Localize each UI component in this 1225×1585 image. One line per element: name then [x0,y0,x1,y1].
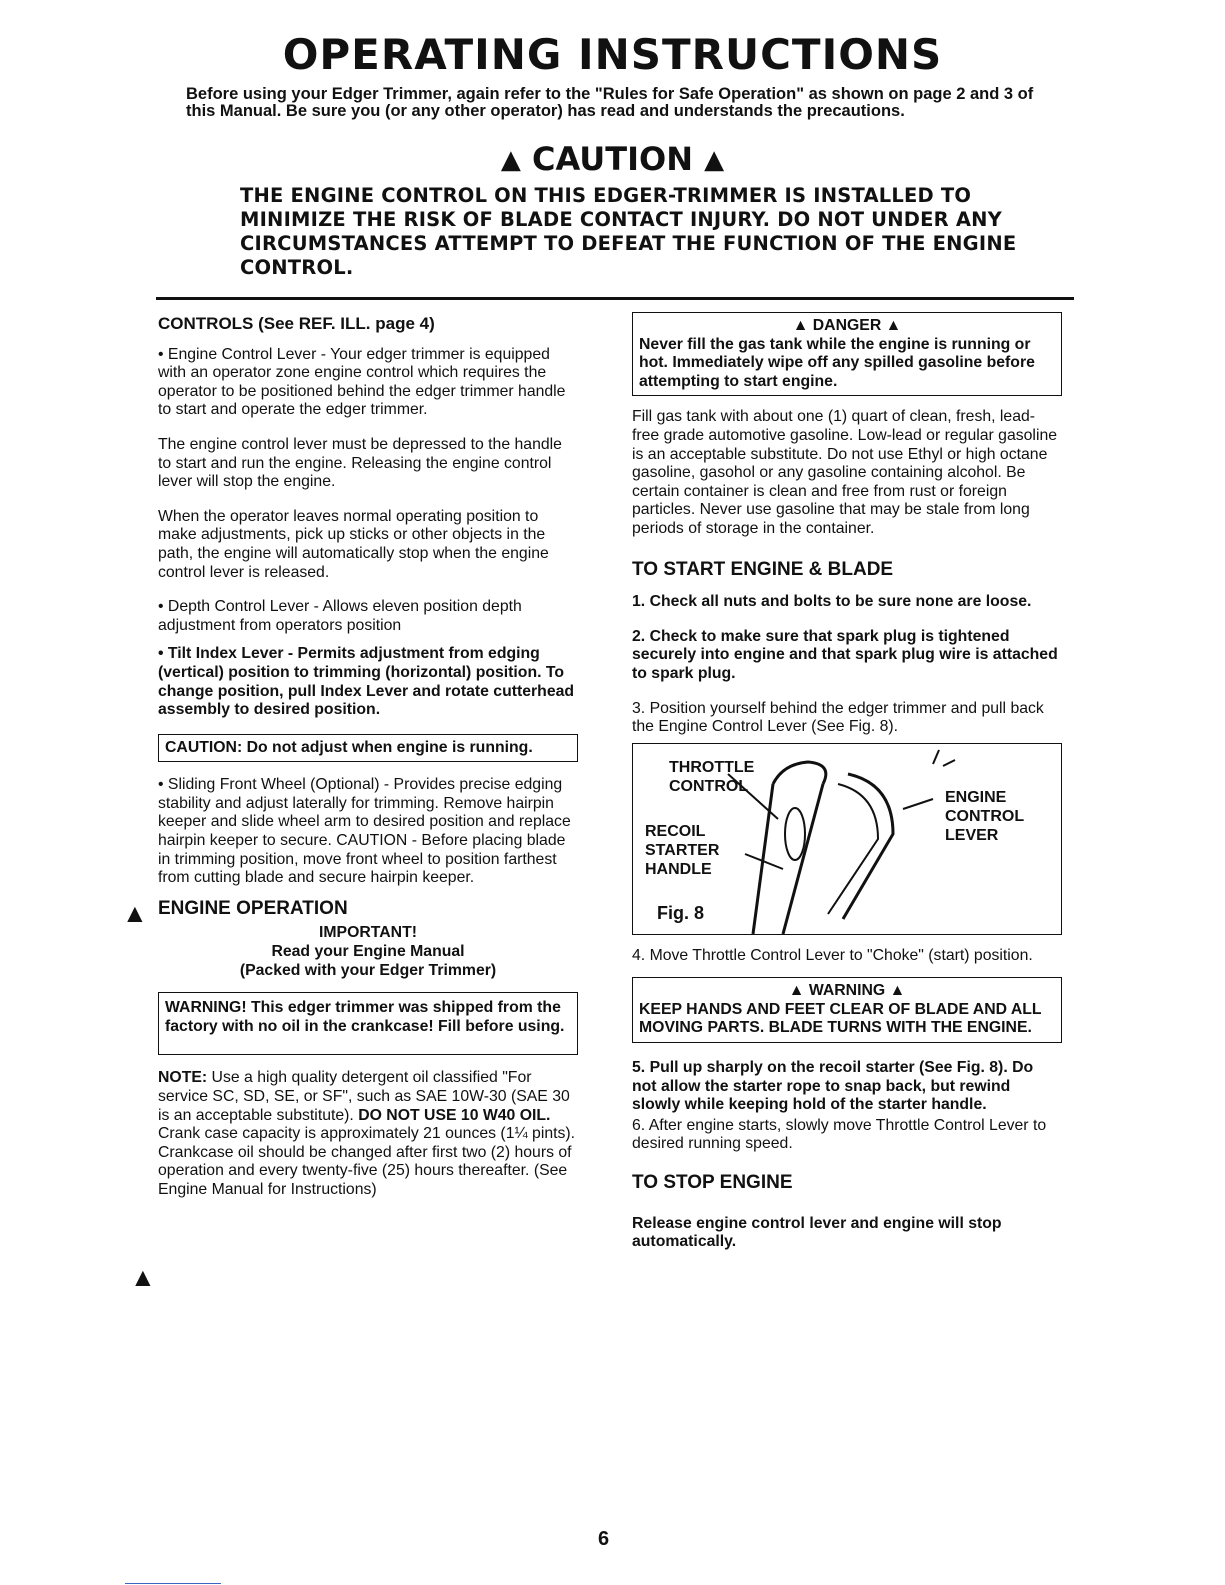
engine-control-depress-paragraph: The engine control lever must be depressed to the handle to start and run the engine. Releasing the engine control lever will stop the engine. [158,435,562,491]
step-2: 2. Check to make sure that spark plug is tightened securely into engine and that spark plug wire is attached to spark plug. [632,627,1058,682]
note-text-2: Crank case capacity is approximately 21 ounces (1¼ pints). Crankcase oil should be changed after first two (2) hours of operation and every twenty-five (25) hours thereafter. (See Engine Manual for Instructions) [158,1125,576,1198]
right-column [632,312,1062,1268]
step-3: 3. Position yourself behind the edger trimmer and pull back the Engine Control Lever (See Fig. 8). [632,699,1044,736]
engine-control-lever-paragraph: • Engine Control Lever - Your edger trimmer is equipped with an operator zone engine control which requires the operator to be positioned behind the edger trimmer handle to start and operate the edger trimmer. [158,345,566,419]
intro-paragraph: Before using your Edger Trimmer, again refer to the "Rules for Safe Operation" as shown on page 2 and 3 of this Manual. Be sure you (or any other operator) has read and understands the precautions. [186,85,1034,120]
step-1: 1. Check all nuts and bolts to be sure none are loose. [632,593,1032,611]
warning-heading-text: WARNING [808,982,886,1000]
read-manual-label: Read your Engine Manual [271,943,465,961]
note-paragraph [158,1069,578,1199]
warning-triangle-icon: ▲ [792,317,809,334]
warning-triangle-icon: ▲ [788,982,805,1000]
note-text: Use a high quality detergent oil classified "For service SC, SD, SE, or SF", such as SAE 10W-30 (SAE 30 is an acceptable substitute). [158,1069,570,1124]
danger-heading [639,317,1055,336]
danger-text: Never fill the gas tank while the engine is running or hot. Immediately wipe off any spilled gasoline before attempting to start engine. [639,335,1035,390]
warning-heading [639,982,1055,1001]
warning-triangle-icon: ▲ [889,982,906,1000]
start-engine-heading: TO START ENGINE & BLADE [632,558,894,580]
figure-8 [632,743,1062,935]
depth-control-paragraph: • Depth Control Lever - Allows eleven position depth adjustment from operators position [158,598,522,634]
caution-heading [0,140,1225,178]
packed-label: (Packed with your Edger Trimmer) [239,961,497,979]
page-edge-line [125,1583,221,1584]
page-number: 6 [598,1528,610,1550]
warning-box-2 [632,977,1062,1043]
warning-triangle-icon: ▲ [704,145,725,175]
stop-engine-text: Release engine control lever and engine will stop automatically. [632,1214,1002,1251]
caution-box: CAUTION: Do not adjust when engine is running. [158,734,578,763]
throttle-control-label: THROTTLE CONTROL [669,758,755,795]
caution-heading-text: CAUTION [532,140,693,178]
fuel-paragraph: Fill gas tank with about one (1) quart of clean, fresh, lead-free grade automotive gasoline. Low-lead or regular gasoline is an acceptable substitute. Do not use Ethyl or high octane gasoline, gasohol or any gasoline containing alcohol. Be certain container is clean and free from rust or foreign particles. Never use gasoline that may be stale from long periods of storage in the container. [632,408,1058,537]
warning-box: WARNING! This edger trimmer was shipped from the factory with no oil in the crankcase! Fill before using. [158,992,578,1055]
step-6: 6. After engine starts, slowly move Throttle Control Lever to desired running speed. [632,1116,1047,1153]
recoil-starter-label: RECOIL STARTER HANDLE [645,822,720,878]
engine-operation-heading: ENGINE OPERATION [158,897,348,919]
danger-box [632,312,1062,396]
warning-triangle-icon: ▲ [122,898,148,928]
controls-heading: CONTROLS (See REF. ILL. page 4) [158,314,435,333]
engine-control-lever-label: ENGINE CONTROL LEVER [945,788,1024,844]
step-5: 5. Pull up sharply on the recoil starter (See Fig. 8). Do not allow the starter rope to snap back, but rewind slowly while keeping hold of the starter handle. [632,1059,1034,1114]
operator-leaves-paragraph: When the operator leaves normal operating position to make adjustments, pick up sticks or other objects in the path, the engine will automatically stop when the engine control lever is released. [158,507,549,581]
figure-caption: Fig. 8 [657,902,705,923]
note-label: NOTE: [158,1069,208,1087]
sliding-wheel-paragraph: • Sliding Front Wheel (Optional) - Provides precise edging stability and adjust laterally for trimming. Remove hairpin keeper and slide wheel arm to desired position and replace hairpin keeper to secure. CAUTION - Before placing blade in trimming position, move front wheel to position farthest from cutting blade and secure hairpin keeper. [158,776,571,887]
warning-triangle-icon: ▲ [885,317,902,334]
left-column [158,315,578,1216]
warning-text: KEEP HANDS AND FEET CLEAR OF BLADE AND ALL MOVING PARTS. BLADE TURNS WITH THE ENGINE. [639,1000,1042,1037]
caution-text: THE ENGINE CONTROL ON THIS EDGER-TRIMMER IS INSTALLED TO MINIMIZE THE RISK OF BLADE CONTACT INJURY. DO NOT UNDER ANY CIRCUMSTANCES ATTEMPT TO DEFEAT THE FUNCTION OF THE ENGINE CONTROL. [240,184,1017,279]
danger-heading-text: DANGER [812,317,882,334]
tilt-index-paragraph: • Tilt Index Lever - Permits adjustment from edging (vertical) position to trimming (horizontal) position. To change position, pull Index Lever and rotate cutterhead assembly to desired position. [158,645,575,719]
page-title: OPERATING INSTRUCTIONS [282,30,943,79]
warning-triangle-icon: ▲ [500,145,521,175]
divider [156,297,1074,300]
note-oil-warning: DO NOT USE 10 W40 OIL. [358,1106,551,1124]
warning-triangle-icon: ▲ [130,1262,156,1292]
stop-engine-heading: TO STOP ENGINE [632,1172,793,1194]
step-4: 4. Move Throttle Control Lever to "Choke" (start) position. [632,946,1033,964]
important-label: IMPORTANT! [319,924,417,942]
